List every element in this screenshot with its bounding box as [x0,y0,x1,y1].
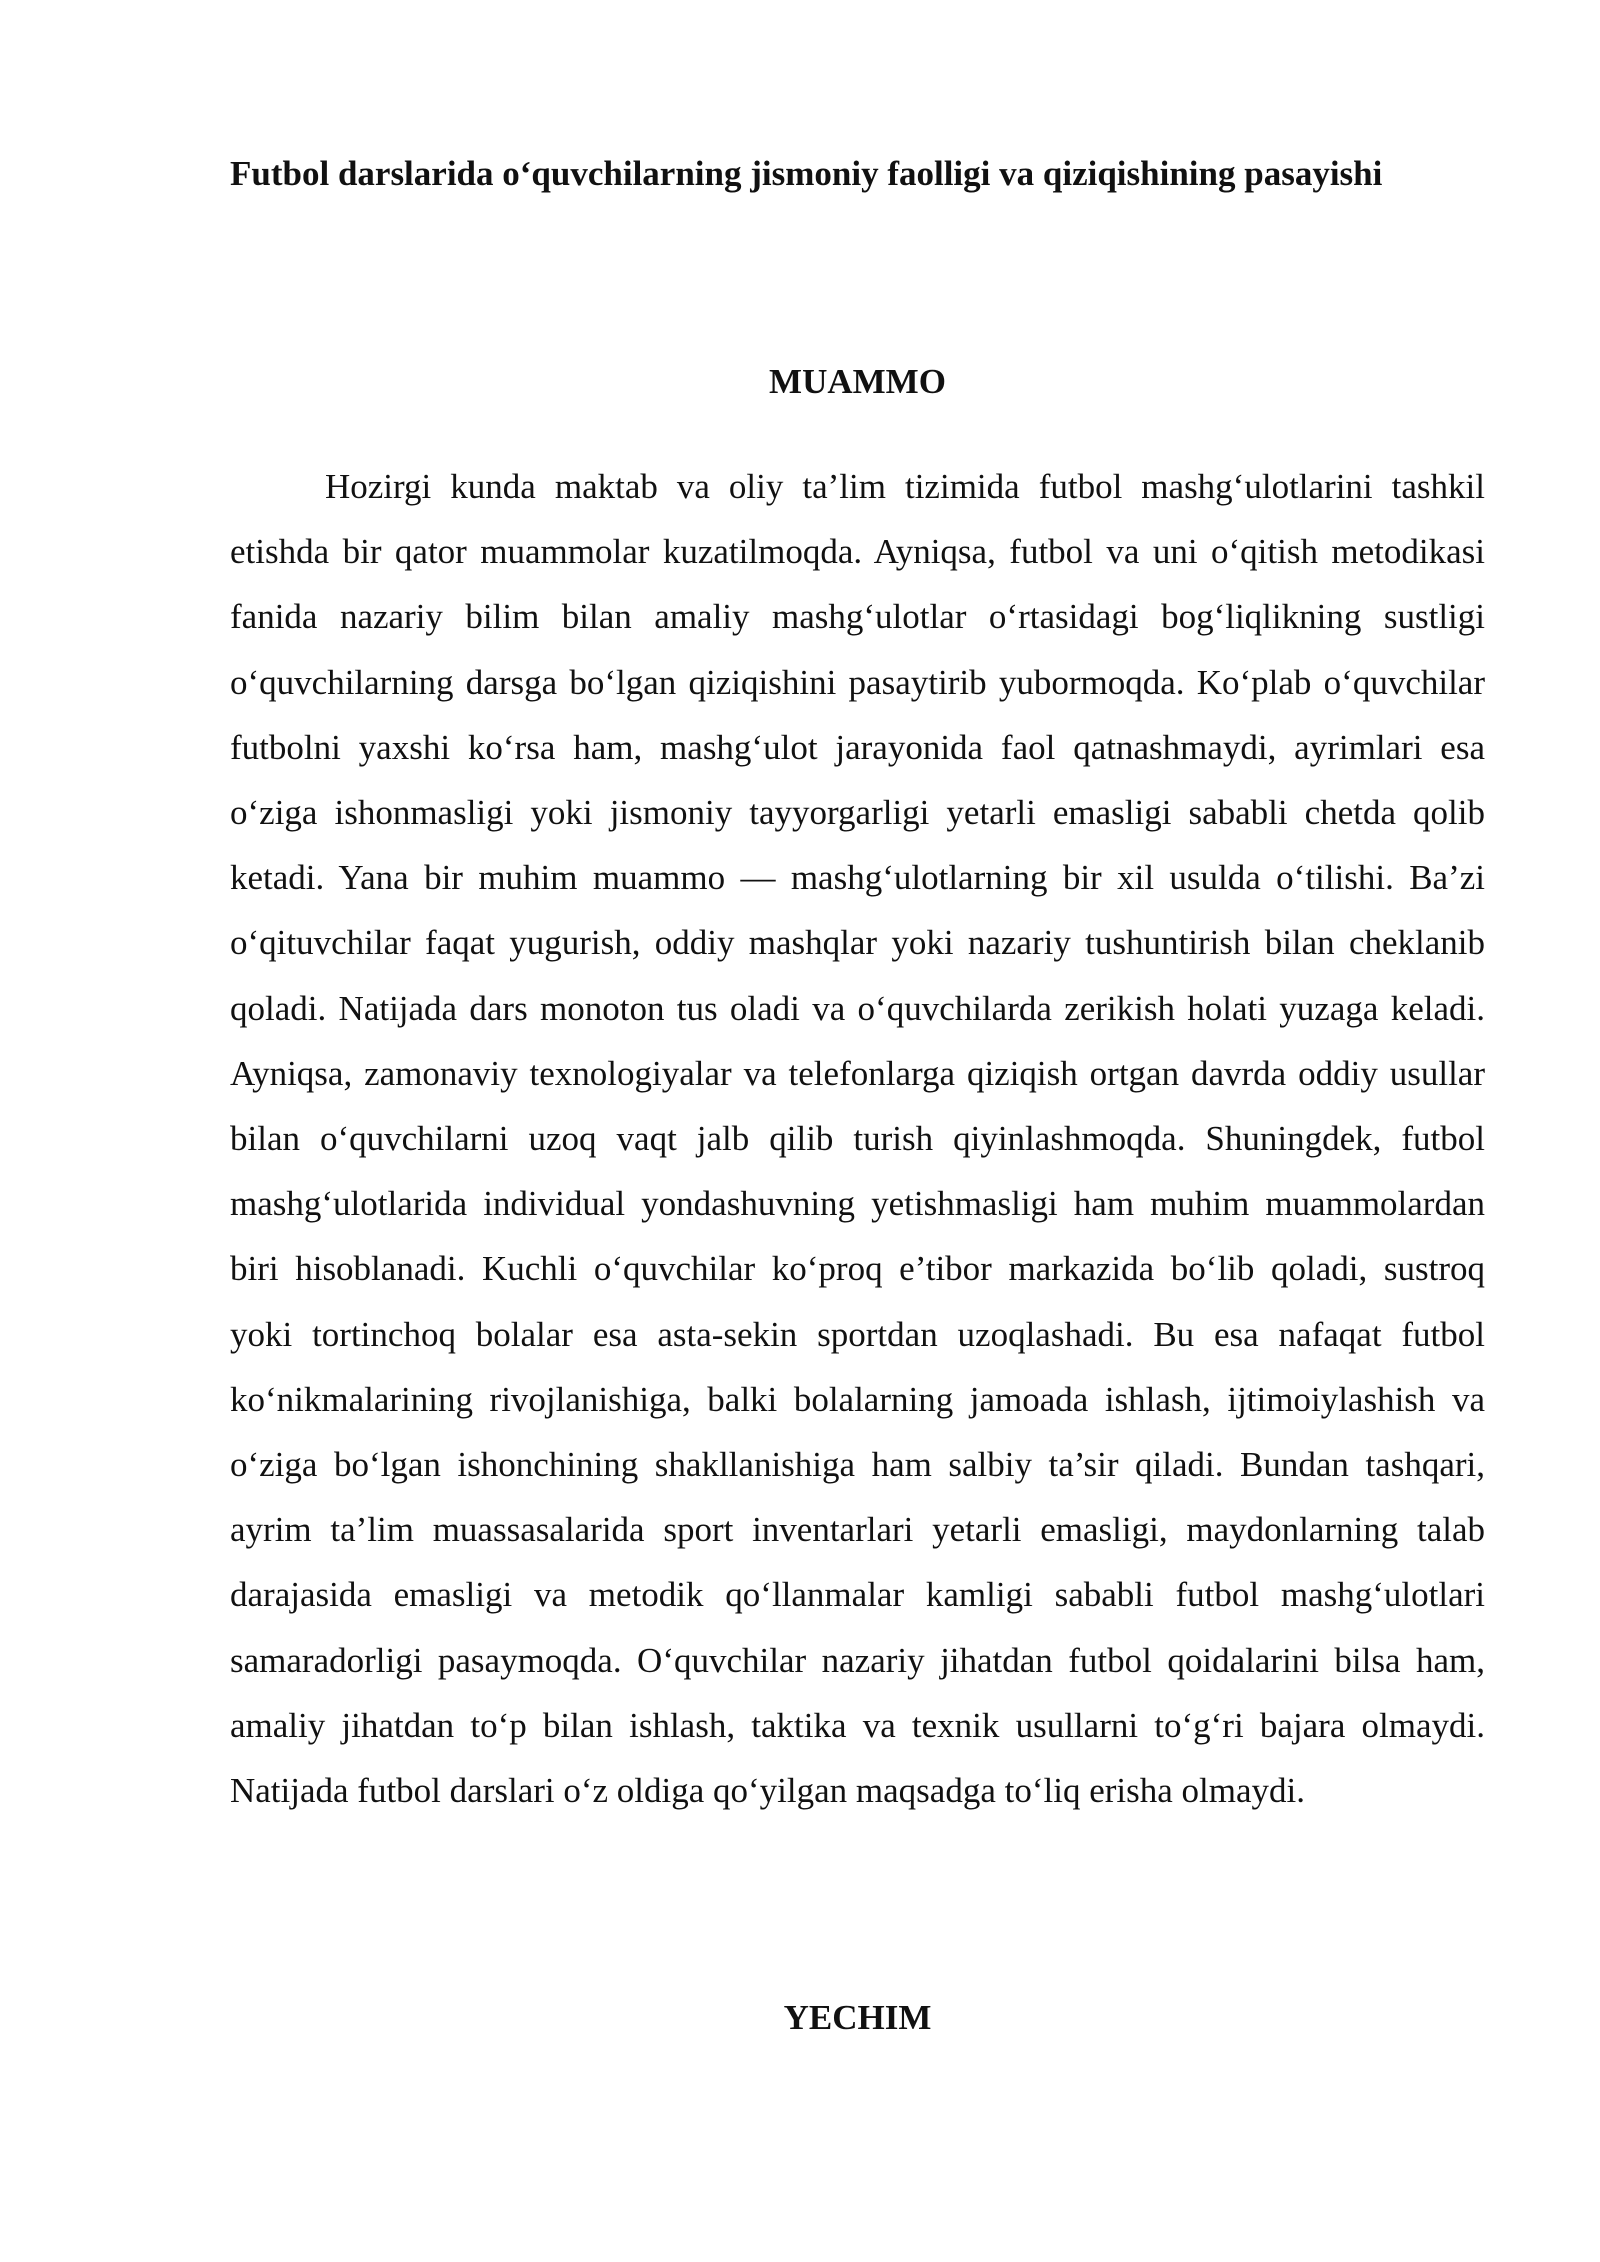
section-heading-solution: YECHIM [783,1998,932,2037]
problem-paragraph: Hozirgi kunda maktab va oliy ta’lim tizimida futbol mashg‘ulotlarini tashkil etishda bir qator muammolar kuzatilmoqda. Ayniqsa, futbol va uni o‘qitish metodikasi fanida nazariy bilim bilan amaliy mashg‘ulotlar o‘rtasidagi bog‘liqlikning sustligi o‘quvchilarning darsga bo‘lgan qiziqishini pasaytirib yubormoqda. Ko‘plab o‘quvchilar futbolni yaxshi ko‘rsa ham, mashg‘ulot jarayonida faol qatnashmaydi, ayrimlari esa o‘ziga ishonmasligi yoki jismoniy tayyorgarligi yetarli emasligi sababli chetda qolib ketadi. Yana bir muhim muammo — mashg‘ulotlarning bir xil usulda o‘tilishi. Ba’zi o‘qituvchilar faqat yugurish, oddiy mashqlar yoki nazariy tushuntirish bilan cheklanib qoladi. Natijada dars monoton tus oladi va o‘quvchilarda zerikish holati yuzaga keladi. Ayniqsa, zamonaviy texnologiyalar va telefonlarga qiziqish ortgan davrda oddiy usullar bilan o‘quvchilarni uzoq vaqt jalb qilib turish qiyinlashmoqda. Shuningdek, futbol mashg‘ulotlarida individual yondashuvning yetishmasligi ham muhim muammolardan biri hisoblanadi. Kuchli o‘quvchilar ko‘proq e’tibor markazida bo‘lib qoladi, sustroq yoki tortinchoq bolalar esa asta-sekin sportdan uzoqlashadi. Bu esa nafaqat futbol ko‘nikmalarining rivojlanishiga, balki bolalarning jamoada ishlash, ijtimoiylashish va o‘ziga bo‘lgan ishonchining shakllanishiga ham salbiy ta’sir qiladi. Bundan tashqari, ayrim ta’lim muassasalarida sport inventarlari yetarli emasligi, maydonlarning talab darajasida emasligi va metodik qo‘llanmalar kamligi sababli futbol mashg‘ulotlari samaradorligi pasaymoqda. O‘quvchilar nazariy jihatdan futbol qoidalarini bilsa ham, amaliy jihatdan to‘p bilan ishlash, taktika va texnik usullarni to‘g‘ri bajara olmaydi. Natijada futbol darslari o‘z oldiga qo‘yilgan maqsadga to‘liq erisha olmaydi. [230,467,1485,1811]
section-heading-problem: MUAMMO [769,362,946,401]
document-title: Futbol darslarida o‘quvchilarning jismoniy faolligi va qiziqishining pasayishi [230,154,1383,193]
